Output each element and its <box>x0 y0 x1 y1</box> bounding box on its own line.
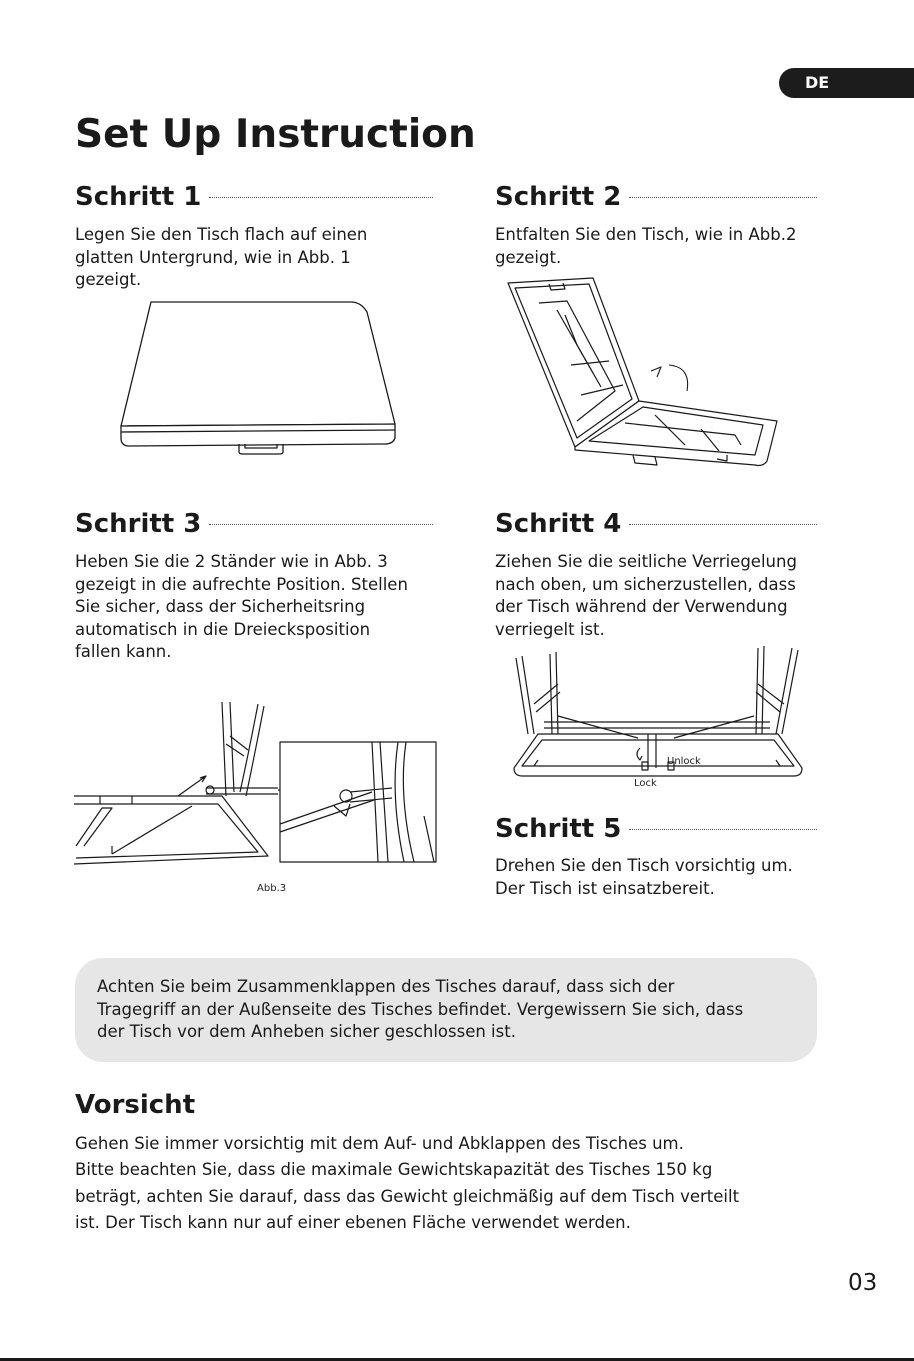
text-line: gezeigt. <box>495 247 562 267</box>
figure-3-raising-legs <box>72 696 440 896</box>
text-line: Entfalten Sie den Tisch, wie in Abb.2 <box>495 225 797 244</box>
text-line: Tragegriff an der Außenseite des Tisches befindet. Vergewissern Sie sich, dass <box>97 999 744 1019</box>
step-2-text <box>495 224 796 269</box>
dotted-rule <box>629 524 817 525</box>
text-line: Bitte beachten Sie, dass die maximale Gewichtskapazität des Tisches 150 kg <box>75 1160 713 1180</box>
step-1-text <box>75 224 367 292</box>
page-number: 03 <box>848 1270 878 1296</box>
note-text <box>97 976 797 1044</box>
text-line: Drehen Sie den Tisch vorsichtig um. <box>495 856 793 875</box>
lock-label: Lock <box>634 778 657 789</box>
figure-4-lock-mechanism <box>508 644 806 792</box>
dotted-rule <box>209 524 433 525</box>
figure-3-caption: Abb.3 <box>257 883 287 894</box>
text-line: Achten Sie beim Zusammenklappen des Tisches darauf, dass sich der <box>97 977 675 996</box>
text-line: verriegelt ist. <box>495 619 605 639</box>
text-line: beträgt, achten Sie darauf, dass das Gewicht gleichmäßig auf dem Tisch verteilt <box>75 1186 740 1206</box>
step-1-heading <box>75 182 433 212</box>
step-1-title: Schritt 1 <box>75 182 202 212</box>
text-line: gezeigt in die aufrechte Position. Stellen <box>75 574 408 594</box>
text-line: Ziehen Sie die seitliche Verriegelung <box>495 552 797 571</box>
page-title: Set Up Instruction <box>75 112 476 157</box>
step-4-title: Schritt 4 <box>495 509 622 539</box>
language-badge: DE <box>779 68 914 98</box>
text-line: der Tisch vor dem Anheben sicher geschlossen ist. <box>97 1022 516 1041</box>
step-4-heading <box>495 509 817 539</box>
step-2-title: Schritt 2 <box>495 182 622 212</box>
text-line: Sie sicher, dass der Sicherheitsring <box>75 597 366 616</box>
text-line: fallen kann. <box>75 642 172 661</box>
note-box <box>75 958 817 1062</box>
step-5-title: Schritt 5 <box>495 814 622 844</box>
figure-2-unfolding-table <box>505 275 783 470</box>
text-line: nach oben, um sicherzustellen, dass <box>495 574 796 594</box>
text-line: der Tisch während der Verwendung <box>495 597 788 616</box>
step-2-heading <box>495 182 817 212</box>
text-line: Heben Sie die 2 Ständer wie in Abb. 3 <box>75 552 388 571</box>
text-line: automatisch in die Dreiecksposition <box>75 619 371 639</box>
text-line: glatten Untergrund, wie in Abb. 1 <box>75 247 351 267</box>
text-line: Gehen Sie immer vorsichtig mit dem Auf- und Abklappen des Tisches um. <box>75 1134 684 1153</box>
text-line: Der Tisch ist einsatzbereit. <box>495 878 715 898</box>
step-5-text <box>495 855 793 900</box>
step-4-text <box>495 551 797 641</box>
step-3-text <box>75 551 408 664</box>
caution-title: Vorsicht <box>75 1090 196 1120</box>
text-line: ist. Der Tisch kann nur auf einer ebenen Fläche verwendet werden. <box>75 1212 631 1232</box>
dotted-rule <box>629 829 817 830</box>
step-3-title: Schritt 3 <box>75 509 202 539</box>
text-line: Legen Sie den Tisch flach auf einen <box>75 225 368 244</box>
text-line: gezeigt. <box>75 270 142 289</box>
caution-body <box>75 1131 835 1236</box>
unlock-label: Unlock <box>667 756 701 767</box>
figure-1-folded-table <box>115 298 405 460</box>
dotted-rule <box>209 197 433 198</box>
step-3-heading <box>75 509 433 539</box>
dotted-rule <box>629 197 817 198</box>
step-5-heading <box>495 814 817 844</box>
